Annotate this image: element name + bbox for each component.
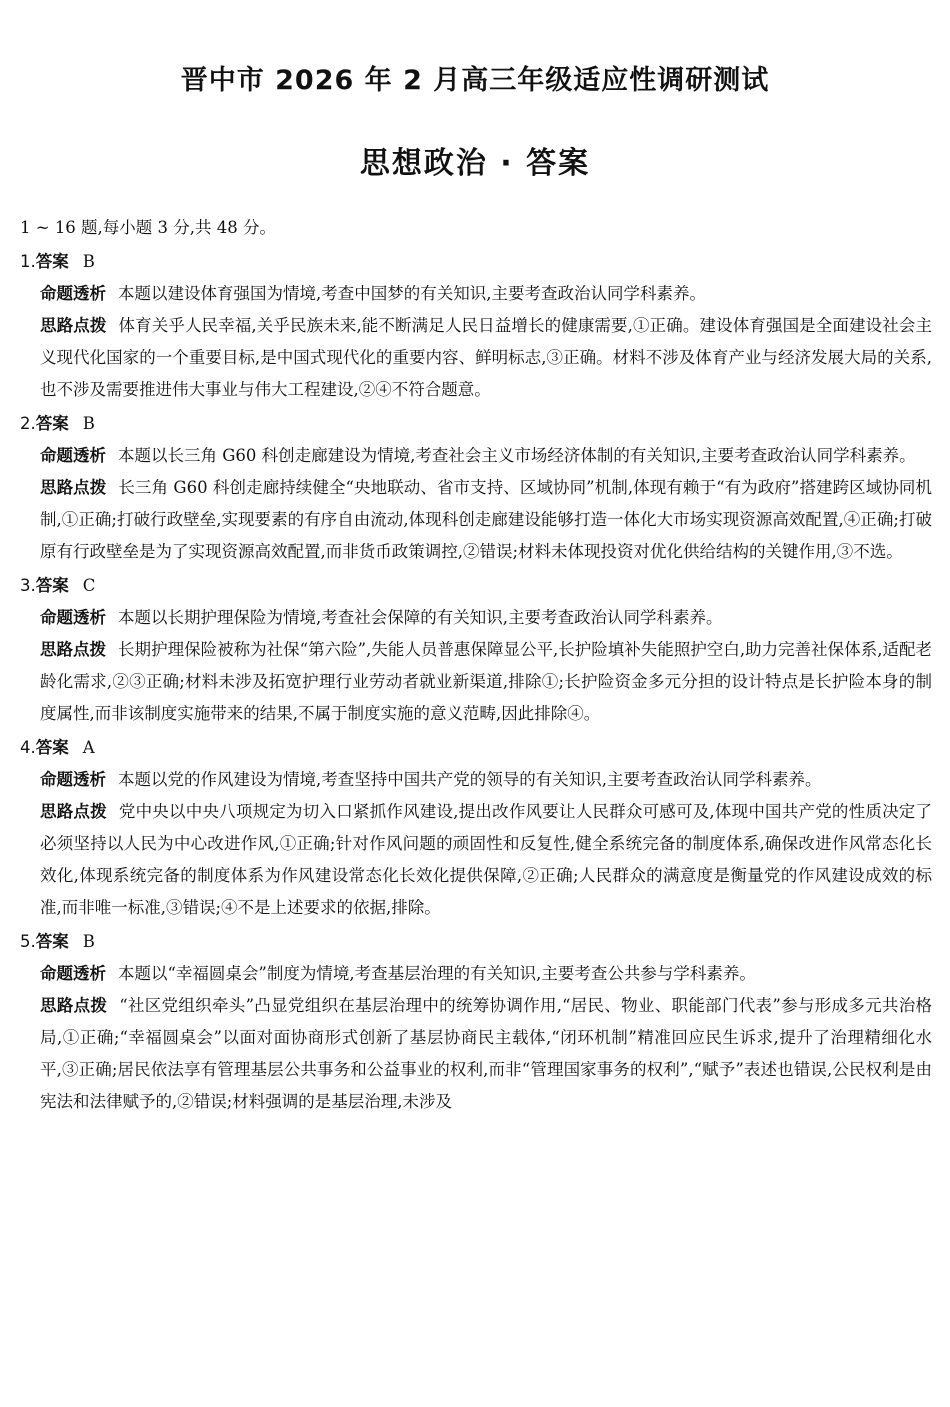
analysis-text: 本题以建设体育强国为情境,考查中国梦的有关知识,主要考查政治认同学科素养。 [118, 284, 706, 303]
question-block [20, 732, 932, 924]
question-number: 5. [20, 932, 36, 951]
reasoning-label: 思路点拨 [40, 316, 107, 335]
analysis-paragraph [20, 958, 932, 990]
reasoning-text: 长期护理保险被称为社保“第六险”,失能人员普惠保障显公平,长护险填补失能照护空白,助力完善社保体系,适配老龄化需求,②③正确;材料未涉及拓宽护理行业劳动者就业新渠道,排除①;长护险资金多元分担的设计特点是长护险本身的制度属性,而非该制度实施带来的结果,不属于制度实施的意义范畴,因此排除④。 [40, 640, 932, 723]
reasoning-label: 思路点拨 [40, 640, 107, 659]
question-block [20, 246, 932, 406]
question-number: 2. [20, 414, 36, 433]
reasoning-text: 党中央以中央八项规定为切入口紧抓作风建设,提出改作风要让人民群众可感可及,体现中国共产党的性质决定了必须坚持以人民为中心改进作风,①正确;针对作风问题的顽固性和反复性,健全系统完备的制度体系,确保改进作风常态化长效化,体现系统完备的制度体系为作风建设常态化长效化提供保障,②正确;人民群众的满意度是衡量党的作风建设成效的标准,而非唯一标准,③错误;④不是上述要求的依据,排除。 [40, 802, 932, 917]
question-header [20, 926, 932, 958]
reasoning-paragraph [20, 634, 932, 730]
analysis-paragraph [20, 440, 932, 472]
analysis-label: 命题透析 [40, 608, 106, 627]
question-header [20, 408, 932, 440]
subject-title: 思想政治 · 答案 [359, 146, 591, 181]
analysis-paragraph [20, 602, 932, 634]
analysis-paragraph [20, 278, 932, 310]
answer-value: B [82, 252, 95, 271]
analysis-text: 本题以长三角 G60 科创走廊建设为情境,考查社会主义市场经济体制的有关知识,主要考查政治认同学科素养。 [118, 446, 916, 465]
question-header [20, 570, 932, 602]
question-header [20, 246, 932, 278]
question-header [20, 732, 932, 764]
answer-content [20, 212, 932, 1118]
answer-value: A [82, 738, 95, 757]
question-number: 3. [20, 576, 36, 595]
answer-label: 答案 [35, 738, 69, 757]
analysis-text: 本题以“幸福圆桌会”制度为情境,考查基层治理的有关知识,主要考查公共参与学科素养。 [118, 964, 756, 983]
analysis-label: 命题透析 [40, 770, 106, 789]
answer-value: B [82, 414, 95, 433]
question-number: 4. [20, 738, 36, 757]
reasoning-text: 长三角 G60 科创走廊持续健全“央地联动、省市支持、区域协同”机制,体现有赖于“有为政府”搭建跨区域协同机制,①正确;打破行政壁垒,实现要素的有序自由流动,体现科创走廊建设能够打造一体化大市场实现资源高效配置,④正确;打破原有行政壁垒是为了实现资源高效配置,而非货币政策调控,②错误;材料未体现投资对优化供给结构的关键作用,③不选。 [40, 478, 933, 561]
reasoning-label: 思路点拨 [40, 802, 107, 821]
answer-label: 答案 [35, 414, 69, 433]
answer-label: 答案 [35, 932, 69, 951]
reasoning-paragraph [20, 310, 932, 406]
page-bottom-mask [0, 1333, 950, 1407]
analysis-label: 命题透析 [40, 446, 106, 465]
question-block [20, 408, 932, 568]
reasoning-text: “社区党组织牵头”凸显党组织在基层治理中的统筹协调作用,“居民、物业、职能部门代表”参与形成多元共治格局,①正确;“幸福圆桌会”以面对面协商形式创新了基层协商民主载体,“闭环机制”精准回应民生诉求,提升了治理精细化水平,③正确;居民依法享有管理基层公共事务和公益事业的权利,而非“管理国家事务的权利”,“赋予”表述也错误,公民权利是由宪法和法律赋予的,②错误;材料强调的是基层治理,未涉及 [40, 996, 932, 1111]
question-block [20, 926, 932, 1118]
analysis-label: 命题透析 [40, 964, 106, 983]
answer-value: C [82, 576, 96, 595]
reasoning-label: 思路点拨 [40, 478, 107, 497]
question-number: 1. [20, 252, 36, 271]
reasoning-text: 体育关乎人民幸福,关乎民族未来,能不断满足人民日益增长的健康需要,①正确。建设体育强国是全面建设社会主义现代化国家的一个重要目标,是中国式现代化的重要内容、鲜明标志,③正确。材料不涉及体育产业与经济发展大局的关系,也不涉及需要推进伟大事业与伟大工程建设,②④不符合题意。 [40, 316, 932, 399]
reasoning-label: 思路点拨 [40, 996, 108, 1015]
analysis-label: 命题透析 [40, 284, 106, 303]
answer-value: B [82, 932, 95, 951]
question-block [20, 570, 932, 730]
analysis-paragraph [20, 764, 932, 796]
reasoning-paragraph [20, 472, 932, 568]
reasoning-paragraph [20, 990, 932, 1118]
analysis-text: 本题以党的作风建设为情境,考查坚持中国共产党的领导的有关知识,主要考查政治认同学科素养。 [118, 770, 822, 789]
analysis-text: 本题以长期护理保险为情境,考查社会保障的有关知识,主要考查政治认同学科素养。 [118, 608, 723, 627]
answer-label: 答案 [35, 252, 69, 271]
reasoning-paragraph [20, 796, 932, 924]
section-intro: 1 ~ 16 题,每小题 3 分,共 48 分。 [20, 218, 277, 237]
answer-label: 答案 [35, 576, 69, 595]
exam-title: 晋中市 2026 年 2 月高三年级适应性调研测试 [180, 65, 770, 96]
